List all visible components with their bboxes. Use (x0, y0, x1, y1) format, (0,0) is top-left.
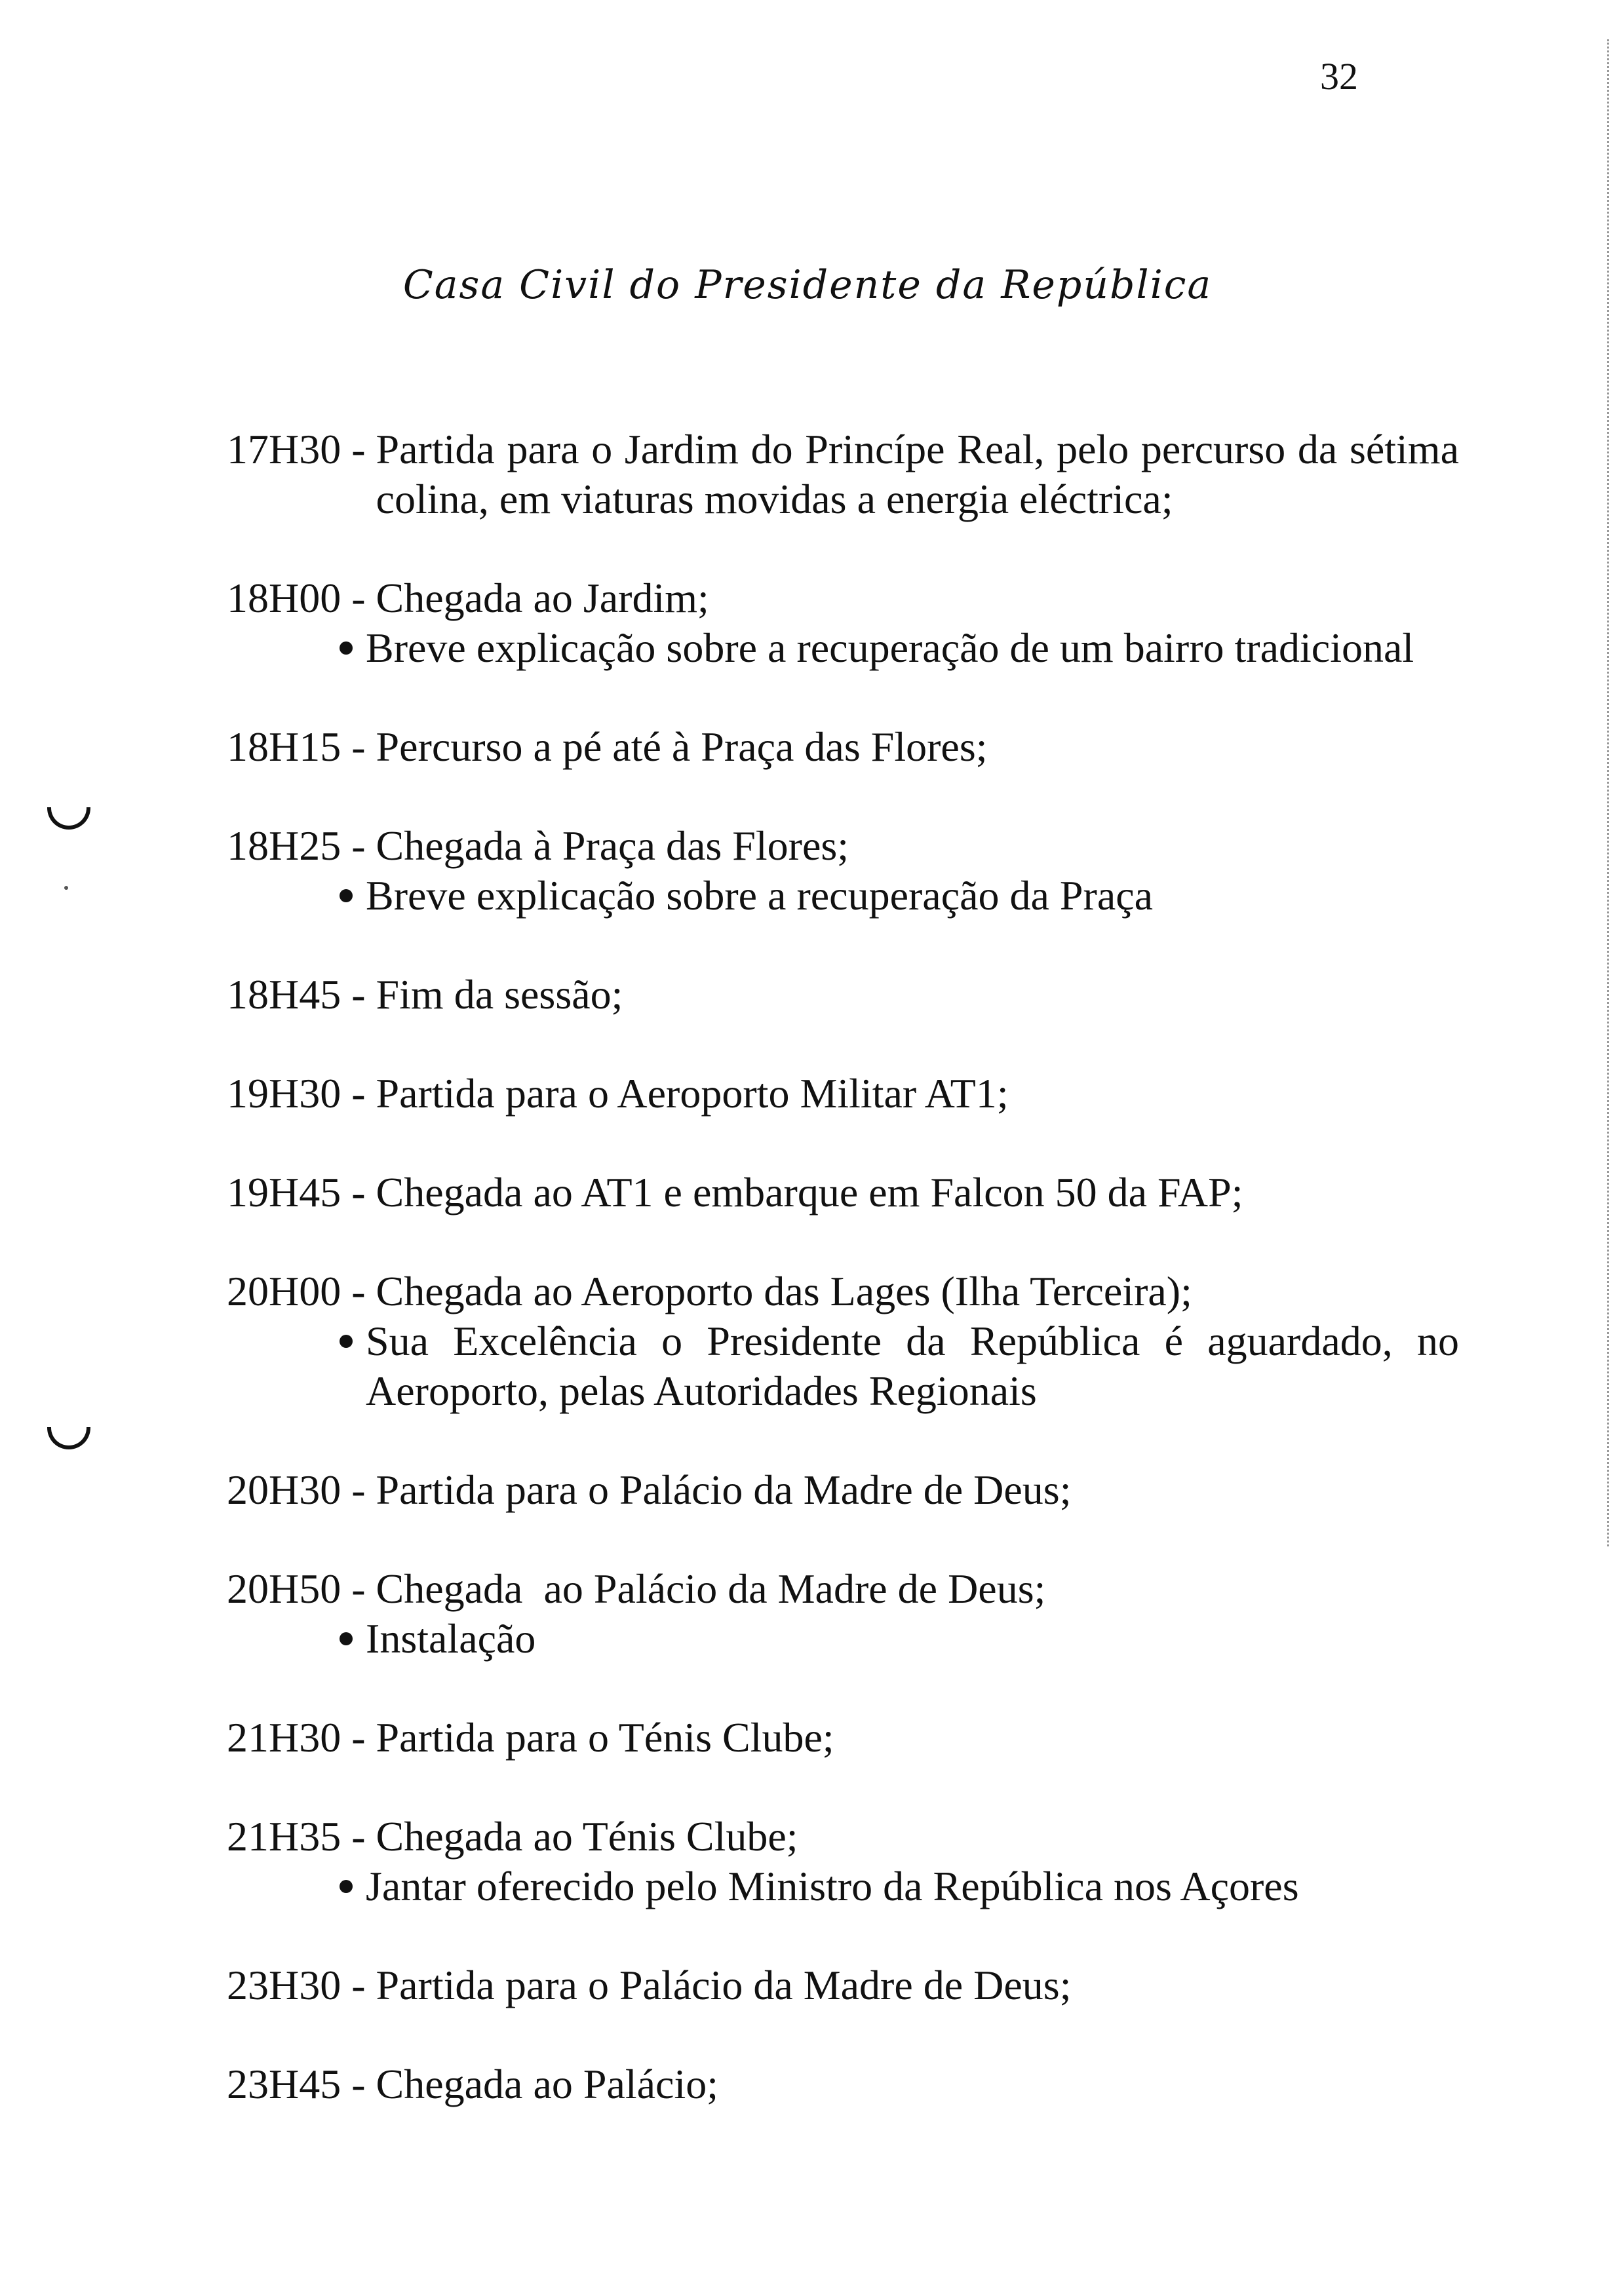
margin-check-mark (47, 807, 90, 830)
entry-note (340, 623, 1459, 673)
entry-time: 19H45 (227, 1169, 341, 1215)
entry-note-text: Instalação (366, 1615, 536, 1662)
entry-text: Fim da sessão; (376, 971, 623, 1018)
entry-note-text: Jantar oferecido pelo Ministro da República nos Açores (366, 1863, 1299, 1909)
entry-text: Chegada ao Palácio da Madre de Deus; (376, 1565, 1046, 1612)
entry-note (340, 1316, 1459, 1416)
entry-time: 17H30 (227, 426, 341, 472)
entry-time: 21H35 (227, 1813, 341, 1860)
entry-text: Chegada ao Jardim; (376, 575, 709, 621)
entry-text: Percurso a pé até à Praça das Flores; (376, 723, 988, 770)
entry-time: 18H25 (227, 822, 341, 869)
schedule-entry: 19H30 - Partida para o Aeroporto Militar AT1; (227, 1069, 1459, 1119)
entry-text: Chegada ao Ténis Clube; (376, 1813, 798, 1860)
entry-note-text: Sua Excelência o Presidente da República é aguardado, no Aeroporto, pelas Autoridades Regionais (366, 1318, 1459, 1414)
page-edge-dotted-line (1607, 39, 1609, 1546)
entry-text: Partida para o Palácio da Madre de Deus; (376, 1962, 1072, 2008)
schedule-entry: 18H00 - Chegada ao Jardim; Breve explicação sobre a recuperação de um bairro tradicional (227, 573, 1459, 673)
entry-text: Partida para o Ténis Clube; (376, 1714, 834, 1761)
entry-text: Partida para o Palácio da Madre de Deus; (376, 1466, 1072, 1513)
bullet-icon (340, 1335, 353, 1348)
schedule-entry: 18H15 - Percurso a pé até à Praça das Flores; (227, 722, 1459, 772)
bullet-icon (340, 1632, 353, 1645)
bullet-icon (340, 641, 353, 655)
entry-note (340, 1614, 1459, 1664)
margin-check-mark (47, 1427, 90, 1449)
schedule-entry: 18H25 - Chegada à Praça das Flores; Breve explicação sobre a recuperação da Praça (227, 821, 1459, 921)
entry-note (340, 871, 1459, 921)
entry-note-text: Breve explicação sobre a recuperação da Praça (366, 872, 1154, 919)
entry-text: Partida para o Jardim do Princípe Real, pelo percurso da sétima colina, em viaturas movidas a energia eléctrica; (376, 426, 1459, 522)
schedule-entry: 23H30 - Partida para o Palácio da Madre de Deus; (227, 1961, 1459, 2010)
schedule-entry: 19H45 - Chegada ao AT1 e embarque em Falcon 50 da FAP; (227, 1168, 1459, 1217)
schedule-entry: 21H30 - Partida para o Ténis Clube; (227, 1713, 1459, 1763)
entry-time: 20H50 (227, 1565, 341, 1612)
entry-time: 18H45 (227, 971, 341, 1018)
entry-text: Chegada ao AT1 e embarque em Falcon 50 da FAP; (376, 1169, 1243, 1215)
bullet-icon (340, 889, 353, 902)
schedule-entry: 17H30 - Partida para o Jardim do Princípe Real, pelo percurso da sétima colina, em viaturas movidas a energia eléctrica; (227, 425, 1459, 524)
entry-time: 20H00 (227, 1268, 341, 1314)
entry-time: 20H30 (227, 1466, 341, 1513)
entry-time: 18H15 (227, 723, 341, 770)
entry-time: 21H30 (227, 1714, 341, 1761)
entry-time: 18H00 (227, 575, 341, 621)
entry-text: Chegada ao Aeroporto das Lages (Ilha Terceira); (376, 1268, 1192, 1314)
schedule-entry: 20H30 - Partida para o Palácio da Madre de Deus; (227, 1465, 1459, 1515)
entry-note-text: Breve explicação sobre a recuperação de um bairro tradicional (366, 624, 1414, 671)
entry-text: Partida para o Aeroporto Militar AT1; (376, 1070, 1009, 1117)
entry-text: Chegada à Praça das Flores; (376, 822, 849, 869)
schedule-entry: 18H45 - Fim da sessão; (227, 970, 1459, 1020)
schedule-list (227, 425, 1459, 2158)
entry-text: Chegada ao Palácio; (376, 2061, 718, 2107)
entry-time: 23H45 (227, 2061, 341, 2107)
schedule-entry: 21H35 - Chegada ao Ténis Clube; Jantar oferecido pelo Ministro da República nos Açores (227, 1812, 1459, 1911)
margin-dot-mark (64, 886, 68, 890)
schedule-entry: 20H50 - Chegada ao Palácio da Madre de Deus; Instalação (227, 1564, 1459, 1664)
entry-time: 19H30 (227, 1070, 341, 1117)
entry-note (340, 1862, 1459, 1911)
entry-time: 23H30 (227, 1962, 341, 2008)
schedule-entry: 20H00 - Chegada ao Aeroporto das Lages (Ilha Terceira); Sua Excelência o Presidente da República é aguardado, no Aeroporto, pelas Autoridades Regionais (227, 1267, 1459, 1416)
bullet-icon (340, 1880, 353, 1893)
schedule-entry: 23H45 - Chegada ao Palácio; (227, 2059, 1459, 2109)
letterhead: Casa Civil do Presidente da República (402, 262, 1213, 308)
page-number: 32 (1320, 55, 1358, 98)
